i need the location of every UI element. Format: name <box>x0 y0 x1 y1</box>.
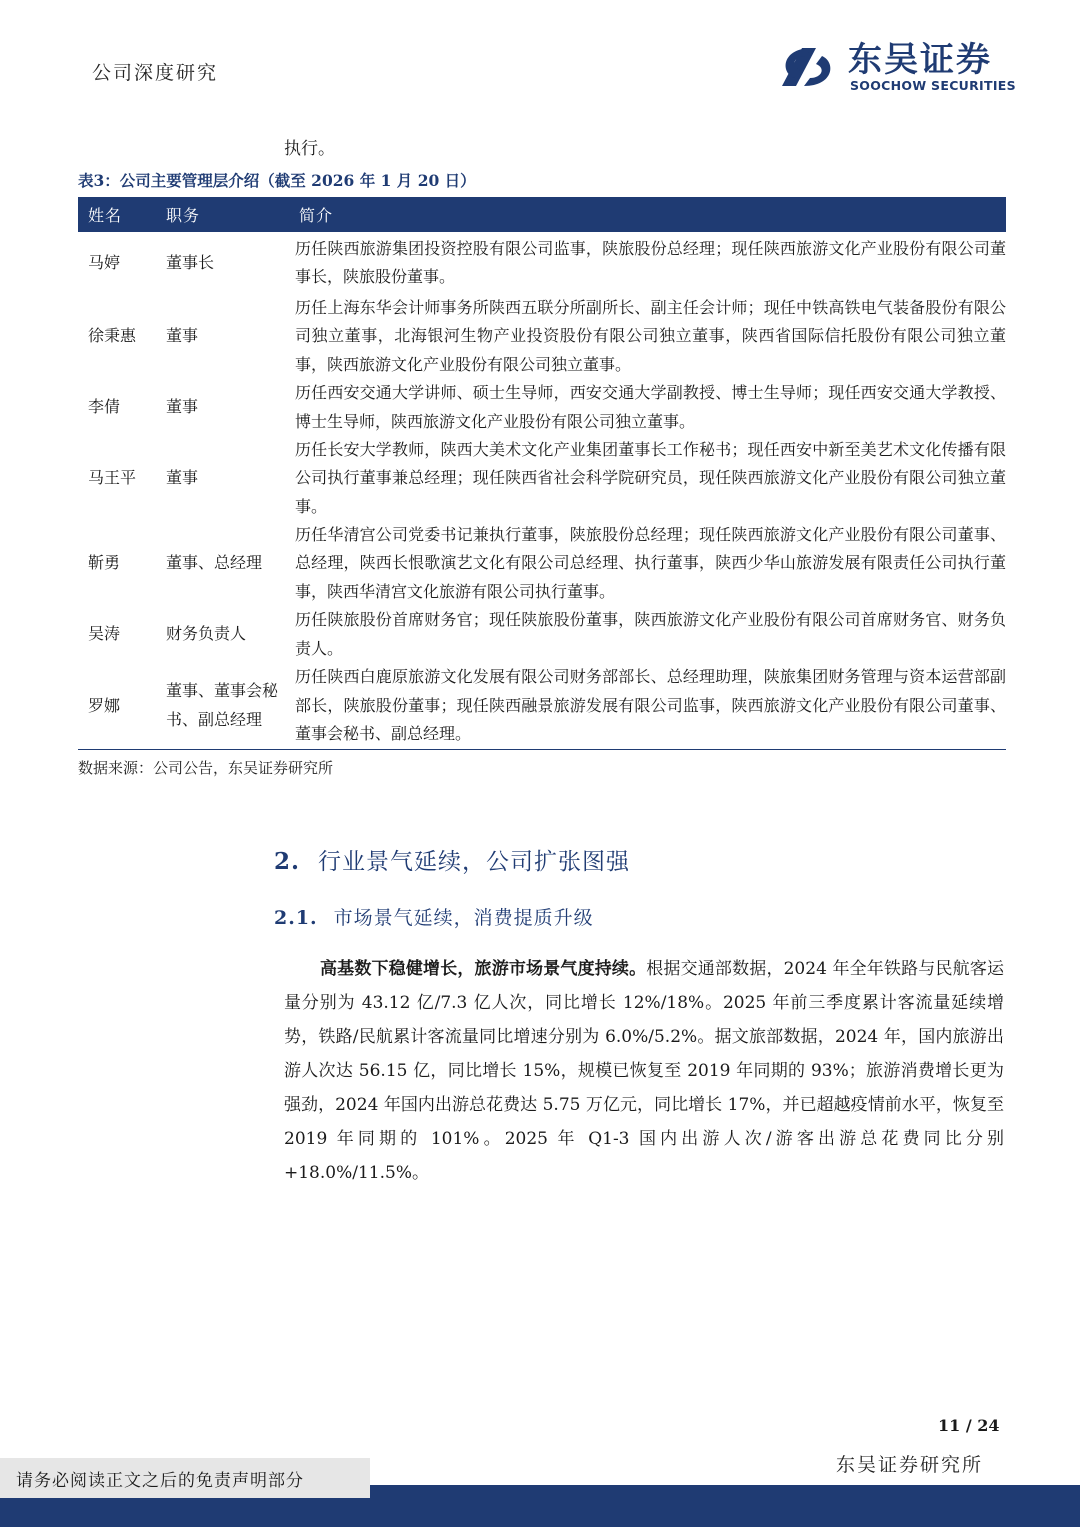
cell-name: 靳勇 <box>88 553 121 573</box>
cell-intro: 历任华清宫公司党委书记兼执行董事，陕旅股份总经理；现任陕西旅游文化产业股份有限公司董事、总经理，陕西长恨歌演艺文化有限公司总经理、执行董事，陕西少华山旅游发展有限责任公司执行董事，陕西华清宫文化旅游有限公司执行董事。 <box>295 525 1006 601</box>
page-number: 11 / 24 <box>938 1416 1000 1435</box>
table-header-row <box>78 197 1006 232</box>
logo-chinese-name: 东吴证券 <box>848 40 992 80</box>
table-row <box>78 606 1006 663</box>
body-paragraph <box>284 952 1004 1190</box>
section-number: 2. <box>274 848 301 875</box>
cell-title: 董事 <box>166 397 199 417</box>
header-intro: 简介 <box>289 197 1006 232</box>
cell-intro: 历任陕西白鹿原旅游文化发展有限公司财务部部长、总经理助理，陕旅集团财务管理与资本运营部副部长，陕旅股份董事；现任陕西融景旅游发展有限公司监事，陕西旅游文化产业股份有限公司董事、董事会秘书、副总经理。 <box>289 663 1006 749</box>
section-heading <box>274 843 630 876</box>
subsection-title: 市场景气延续，消费提质升级 <box>333 907 594 929</box>
cell-intro: 历任西安交通大学讲师、硕士生导师，西安交通大学副教授、博士生导师；现任西安交通大学教授、博士生导师，陕西旅游文化产业股份有限公司独立董事。 <box>295 383 1006 431</box>
table-caption: 表3：公司主要管理层介绍（截至 2026 年 1 月 20 日） <box>78 171 476 190</box>
cell-title: 财务负责人 <box>166 624 247 644</box>
cell-intro: 历任陕西旅游集团投资控股有限公司监事，陕旅股份总经理；现任陕西旅游文化产业股份有限公司董事长，陕旅股份董事。 <box>295 238 1006 286</box>
cell-name: 徐秉惠 <box>88 326 137 346</box>
cell-name: 马婷 <box>88 252 121 272</box>
cell-intro: 历任陕旅股份首席财务官；现任陕旅股份董事，陕西旅游文化产业股份有限公司首席财务官、财务负责人。 <box>295 610 1006 658</box>
continuation-text: 执行。 <box>284 139 335 159</box>
table-row <box>78 521 1006 606</box>
table-row <box>78 436 1006 521</box>
table-row <box>78 379 1006 436</box>
footer-institute: 东吴证券研究所 <box>836 1454 984 1476</box>
paragraph-body: 根据交通部数据，2024 年全年铁路与民航客运量分别为 43.12 亿/7.3 亿人次，同比增长 12%/18%。2025 年前三季度累计客流量延续增势，铁路/民航累计客流量同比增速分别为 6.0%/5.2%。据文旅部数据，2024 年，国内旅游出游人次达 56.15 亿，同比增长 15%，规模已恢复至 2019 年同期的 93%；旅游消费增长更为强劲，2024 年国内出游总花费达 5.75 万亿元，同比增长 17%，并已超越疫情前水平，恢复至 2019 年同期的 101%。2025 年 Q1-3 国内出游人次/游客出游总花费同比分别+18.0%/11.5%。 <box>284 959 1004 1183</box>
cell-title: 董事长 <box>166 252 215 272</box>
table-row <box>78 294 1006 379</box>
cell-intro: 历任上海东华会计师事务所陕西五联分所副所长、副主任会计师；现任中铁高铁电气装备股份有限公司独立董事，北海银河生物产业投资股份有限公司独立董事，陕西省国际信托股份有限公司独立董事，陕西旅游文化产业股份有限公司独立董事。 <box>295 298 1006 374</box>
subsection-number: 2.1. <box>274 907 318 929</box>
disclaimer-text: 请务必阅读正文之后的免责声明部分 <box>16 1471 304 1491</box>
soochow-logo-icon <box>776 42 840 92</box>
header-title: 职务 <box>156 197 289 232</box>
cell-title: 董事 <box>166 468 199 488</box>
cell-name: 吴涛 <box>88 624 121 644</box>
header-name: 姓名 <box>78 197 156 232</box>
cell-name: 李倩 <box>88 397 121 417</box>
cell-intro: 历任长安大学教师，陕西大美术文化产业集团董事长工作秘书；现任西安中新至美艺术文化传播有限公司执行董事兼总经理；现任陕西省社会科学院研究员，现任陕西旅游文化产业股份有限公司独立董事。 <box>295 440 1006 516</box>
section-title: 行业景气延续，公司扩张图强 <box>318 849 631 875</box>
table-row <box>78 232 1006 294</box>
header-section-label: 公司深度研究 <box>92 62 219 84</box>
management-table <box>78 197 1006 750</box>
table-source: 数据来源：公司公告，东吴证券研究所 <box>78 759 334 777</box>
paragraph-lead: 高基数下稳健增长，旅游市场景气度持续。 <box>320 959 647 979</box>
table-row <box>78 663 1006 749</box>
cell-title: 董事 <box>166 326 199 346</box>
cell-name: 马王平 <box>88 468 137 488</box>
brand-logo <box>776 40 1016 96</box>
cell-title: 董事、董事会秘书、副总经理 <box>156 663 289 749</box>
logo-english-name: SOOCHOW SECURITIES <box>850 78 1016 93</box>
subsection-heading <box>274 903 594 930</box>
cell-name: 罗娜 <box>78 663 156 749</box>
cell-title: 董事、总经理 <box>166 553 263 573</box>
